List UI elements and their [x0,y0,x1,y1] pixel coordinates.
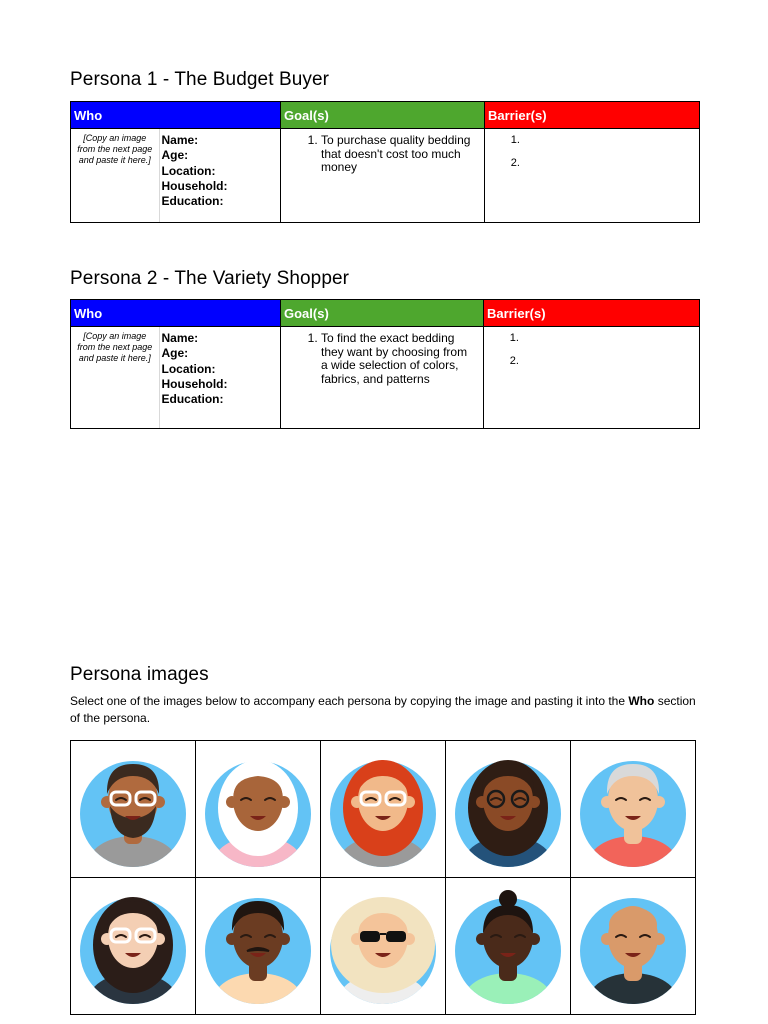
location-field: Location: [161,163,216,178]
avatar-cell[interactable] [571,878,696,1015]
avatar-row [71,741,696,878]
avatar-cell[interactable] [446,878,571,1015]
who-header: Who [71,102,281,129]
avatar-cell[interactable] [196,878,321,1015]
education-field: Education: [161,194,224,209]
persona-image-grid [70,740,696,1015]
barriers-cell[interactable] [485,129,700,223]
barriers-header: Barrier(s) [485,102,700,129]
blonde-woman-sunglasses-avatar-icon [328,885,438,1007]
instructions-text: Select one of the images below to accompany each persona by copying the image and pasting it into the [70,694,629,708]
persona-2-table [70,299,700,429]
education-field: Education: [161,392,224,407]
age-field: Age: [161,346,189,361]
household-field: Household: [161,376,228,391]
avatar-row [71,878,696,1015]
household-field: Household: [161,178,228,193]
avatar-cell[interactable] [446,741,571,878]
name-field: Name: [161,331,199,345]
avatar-cell[interactable] [321,878,446,1015]
barrier-item [523,134,699,147]
goal-item: 1. To purchase quality bedding that doesn't cost too much money [321,134,476,175]
barrier-item [523,157,699,170]
goals-list [281,129,484,175]
avatar-cell[interactable] [71,878,196,1015]
name-field: Name: [161,133,199,147]
avatar-cell[interactable] [571,741,696,878]
persona-fields[interactable] [159,129,281,223]
avatar-cell[interactable] [321,741,446,878]
barriers-list [484,327,699,368]
goals-header: Goal(s) [281,102,485,129]
image-placeholder-note: [Copy an image from the next page and paste it here.] [77,133,153,165]
barriers-cell[interactable] [484,327,700,429]
barrier-item [522,332,699,345]
age-field: Age: [161,148,189,163]
goals-header: Goal(s) [281,300,484,327]
avatar-cell[interactable] [71,741,196,878]
image-placeholder[interactable] [71,327,159,429]
who-header: Who [71,300,281,327]
woman-round-glasses-avatar-icon [453,748,563,870]
bald-man-avatar-icon [578,885,688,1007]
man-mustache-avatar-icon [203,885,313,1007]
image-placeholder-note: [Copy an image from the next page and paste it here.] [77,331,153,363]
instructions-text-end: section of the persona. [70,694,696,725]
persona-1-heading: Persona 1 - The Budget Buyer [70,69,330,90]
goal-item: 1. To find the exact bedding they want by choosing from a wide selection of colors, fabrics, and patterns [321,332,475,386]
persona-images-instructions [70,693,700,726]
woman-hair-bun-avatar-icon [453,885,563,1007]
goals-list [281,327,483,386]
goals-cell[interactable] [281,129,485,223]
woman-white-hijab-avatar-icon [203,748,313,870]
avatar-cell[interactable] [196,741,321,878]
persona-2-heading: Persona 2 - The Variety Shopper [70,268,350,289]
persona-1-table [70,101,700,223]
instructions-bold-who: Who [628,694,655,708]
barriers-header: Barrier(s) [484,300,700,327]
barriers-list [485,129,699,170]
bearded-man-white-glasses-avatar-icon [78,748,188,870]
barrier-item [522,355,699,368]
location-field: Location: [161,361,216,376]
gray-haired-man-avatar-icon [578,748,688,870]
long-haired-woman-glasses-avatar-icon [78,885,188,1007]
persona-fields[interactable] [159,327,281,429]
image-placeholder[interactable] [71,129,159,223]
goals-cell[interactable] [281,327,484,429]
redhead-woman-glasses-avatar-icon [328,748,438,870]
persona-images-heading: Persona images [70,664,209,685]
